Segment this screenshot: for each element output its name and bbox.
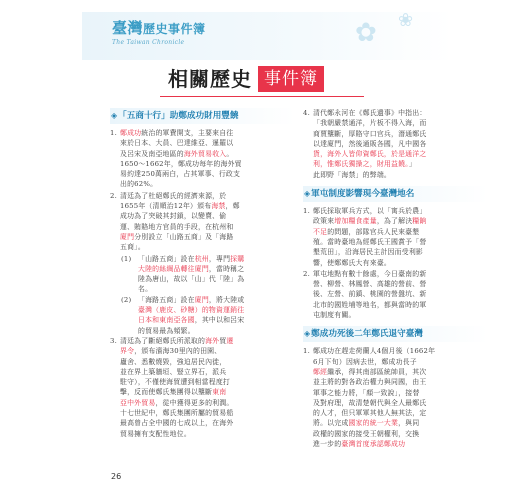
body-text: 易約達250萬兩白，占其軍事、行政支 [120,170,241,179]
left-column [110,108,295,440]
body-text: 軍屯地點有數十餘處，今日臺南的新 [313,269,427,278]
highlighted-text: 國家的統一大業 [348,419,399,428]
body-text: 清代鄭永河在《鄭氏遺事》中指出： [313,109,427,117]
section-heading-text: 軍屯制度影響現今臺灣地名 [311,189,415,200]
body-text: 並在界上築牆垣、豎立界石，派兵 [120,367,227,376]
body-text: 「山路五商」設在 [138,254,195,263]
body-text: 運、賄賂地方官員的手段，在杭州和 [120,222,234,231]
section-heading-text: 「五商十行」助鄭成功財用豐饒 [118,111,239,121]
body-text: 最高曾占全中國的七成以上，在海外 [120,419,234,428]
body-text: 「我朝嚴禁通洋，片板不得入海，而 [313,119,427,128]
highlighted-text: 海外貿易收入 [183,149,227,158]
body-text: 鄭成功在趕走荷蘭人4個月後（1662年 [313,347,436,356]
item-number: (1) [121,254,132,263]
body-text: 。 [226,149,234,158]
body-text: 統治的軍費開支，主要來自往 [141,129,234,137]
highlighted-text: 杭州 [194,254,209,263]
body-text: 繼承，得其南部區統帥員，其次 [327,367,427,376]
body-text: 貿 [219,336,227,345]
sub-list-item [110,254,295,295]
body-text: ，其中以和呂宋 [194,316,245,325]
item-number: 2. [303,269,310,278]
body-text: 的貿易最為頻繁。 [138,326,195,335]
section-heading-text: 鄭成功死後二年鄭氏退守臺灣 [311,329,423,340]
logo-char-1: 臺 [112,19,128,37]
body-text: 殖。當時臺地為經鄭氏王國賞予「營 [313,237,427,246]
body-text: 出的62%。 [120,180,158,189]
item-number: 4. [303,109,310,117]
highlighted-text: 界令 [120,347,135,356]
body-text: 清廷為了斷絕鄭氏所派取的 [120,336,206,345]
highlighted-text: 臺灣（鹿皮、砂糖）的物資運銷往 [138,306,245,315]
highlighted-text: 不足 [313,227,328,236]
highlighted-text: 廈門 [120,232,135,241]
body-text: 鄭氏採取軍兵方式，以「寓兵於農」 [313,207,427,216]
highlighted-text: 廈門 [194,295,209,304]
right-column [303,108,488,450]
body-text: 成功為了突破其封鎖，以變賣、偷 [120,212,227,221]
body-text: 政權的國家的接受王朝權利，交換 [313,429,420,438]
diamond-bullet-icon: ◈ [111,111,118,120]
body-text: 「海路五商」設在 [138,295,195,304]
body-text: 五商」。 [120,243,145,252]
body-text: ，從中獲得更多的利潤。 [155,398,234,407]
body-text: 進一步的 [313,440,342,449]
body-text: 北市的國姓埔等地名，都與當時的軍 [313,300,427,309]
list-item [303,206,488,268]
item-number: 1. [303,347,310,356]
highlighted-text: 採購 [230,254,245,263]
body-text: 以達廈門，然後通販各國，凡中國各 [313,139,427,148]
body-text: 廬舍、悉數燒毀，強迫居民內徙， [120,357,227,366]
body-text: 清廷為了杜絕鄭氏的經濟來源，於 [120,191,227,200]
body-text: 此即野「海禁」的弊端。 [313,170,391,179]
body-text: 貿易擁有支配性地位。 [120,429,191,438]
highlighted-text: 糧餉 [412,217,427,226]
section-1-items-right [303,108,488,180]
section-1-items [110,128,295,253]
title-boxed: 事件簿 [258,66,324,92]
diamond-bullet-icon: ◈ [304,329,311,339]
logo-char-2: 灣 [127,19,144,37]
body-text: 擊，反而使鄭氏集團得以壟斷 [120,388,213,397]
item-number: 2. [110,191,117,200]
highlighted-text: 增加糧食產量 [334,217,377,226]
item-number: 1. [303,207,310,216]
body-text: 6月下旬）因病去世，鄭成功長子 [313,357,417,366]
body-text: 駐守），不僅使海貿遭到相當程度打 [120,378,230,387]
body-text: ，為了解決 [376,217,413,226]
body-text: 墾荒田」，沿海居民主計因而受利影 [313,248,423,257]
title-main: 相關歷史 [168,67,252,91]
list-item [303,108,488,180]
body-text: ，當時稱之 [208,264,245,273]
section-heading-1 [110,108,295,124]
highlighted-text: 鄭成功 [120,129,142,137]
section-1-subitems [110,254,295,336]
item-number: (2) [121,295,132,304]
section-heading-3 [303,326,488,342]
body-text: 政策來 [313,217,335,226]
logo-subtitle: The Taiwan Chronicle [112,39,185,46]
body-text: 名。 [138,285,153,294]
body-text: 陸為唐山，故以「山」代「陸」為 [138,275,245,284]
highlighted-text: 遷 [226,336,234,345]
section-3-items [303,346,488,449]
body-text: 的人才，但只軍軍其他人無其法，定 [313,409,427,418]
body-text: 1650～1662年，鄭成功每年的海外貿 [120,159,242,168]
body-text: 」 [408,160,416,169]
title-underline [160,96,364,97]
highlighted-text: 大陸的絲綢品轉往廈門 [138,264,209,273]
sub-list-item [110,295,295,336]
highlighted-text: 貨，海外人皆仰資鄭氏，於是通洋之 [313,150,427,159]
highlighted-text: 亞中外貿易 [120,398,156,407]
body-text: 來於日本、大員、巴達維亞、暹羅以 [120,139,234,148]
list-item [110,336,295,439]
body-text: 及呂宋及南亞地區的 [120,149,184,158]
diamond-bullet-icon: ◈ [304,189,311,199]
section-2-items [303,206,488,320]
highlighted-text: 日本和東南亞各國 [138,316,195,325]
item-number: 1. [110,129,117,137]
body-text: 將。以完成 [313,419,349,428]
highlighted-text: 東南 [212,388,227,397]
body-text: 1655年（清順治12年）頒布 [120,202,212,211]
series-logo [112,17,206,46]
body-text: 營、柳營、林鳳營、高雄的營前、營 [313,280,427,289]
body-text: ，鄭 [225,202,240,211]
body-text: ，頒布濱海30里內的田園、 [134,347,222,356]
highlighted-text: 海禁 [211,202,226,211]
decorative-flourish-icon: ✿ [355,18,377,48]
list-item [110,191,295,253]
body-text: 後、左營、前鎮、桃園的營盤坑、新 [313,290,427,299]
page-number: 26 [111,472,122,481]
body-text: 屯制度有關。 [313,311,356,320]
highlighted-text: 海外 [205,336,220,345]
highlighted-text: 利，惟鄭氏獨操之，財用益饒。 [313,160,409,169]
body-text: 商賈壟斷，厚賂守口官兵，潛通鄭氏 [313,129,427,138]
decorative-leaf-icon: ❀ [398,10,414,31]
section-1-items-cont [110,336,295,439]
body-text: ，專門 [208,254,231,263]
list-item [303,346,488,449]
list-item [110,128,295,190]
body-text: ，將大陸或 [208,295,245,304]
highlighted-text: 鄭經 [313,367,328,376]
body-text: 十七世紀中，鄭氏集團所屬的貿易船 [120,409,234,418]
body-text: 並主將的對各政治權力與同國，由王 [313,378,427,387]
page-title [168,66,324,92]
list-item [303,269,488,320]
body-text: 軍事之能力將，「顏一致說」，接替 [313,388,420,397]
body-text: ，與同 [398,419,420,428]
body-text: 及對府理，故清楚朝代與全人最鄭氏 [313,398,427,407]
item-number: 3. [110,336,117,345]
body-text: 分別設立「山路五商」及「海路 [134,232,234,241]
section-heading-2 [303,186,488,202]
logo-rest: 歷史事件簿 [143,22,206,36]
body-text: 的問題，部隊官兵人民來臺墾 [327,227,420,236]
body-text: 響，使鄭鄭氏大有來臺。 [313,258,391,267]
highlighted-text: 臺灣首度承認鄭成功 [341,440,406,449]
